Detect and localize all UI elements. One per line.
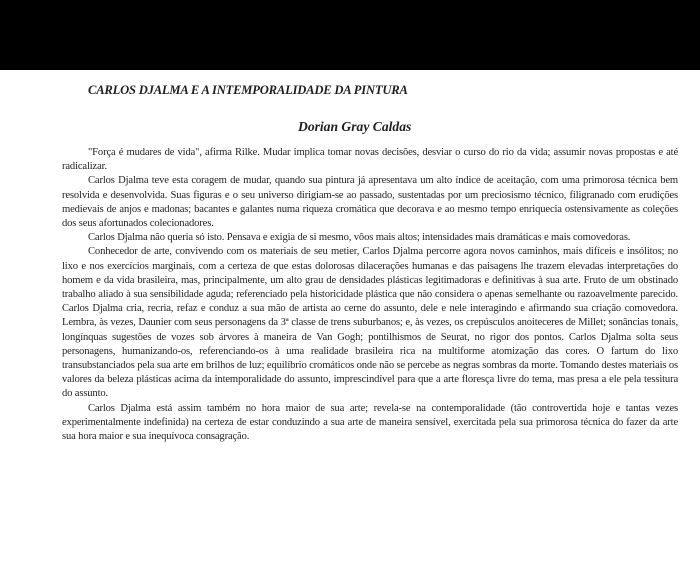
paragraph: "Força é mudares de vida", afirma Rilke. Mudar implica tomar novas decisões, desviar o curso do rio da vida; assumir novas propostas e até radicalizar. [62, 147, 678, 173]
article-author: Dorian Gray Caldas [298, 119, 412, 134]
paragraph: Carlos Djalma está assim também no hora maior de sua arte; revela-se na contemporalidade (tão controvertida hoje e tantas vezes experimentalmente indefinida) na certeza de estar conduzindo a sua arte de maneira sensível, exercitada pela sua primorosa técnica do fazer da arte sua hora maior e sua inequívoca consagração. [62, 402, 678, 443]
top-black-band [0, 0, 700, 70]
article-title: CARLOS DJALMA E A INTEMPORALIDADE DA PINTURA [88, 83, 408, 97]
paragraph: Carlos Djalma não queria só isto. Pensava e exigia de si mesmo, vôos mais altos; intensidades mais dramáticas e mais comovedoras. [88, 232, 631, 244]
paragraph: Conhecedor de arte, convivendo com os materiais de seu metier, Carlos Djalma percorre agora novos caminhos, mais difíceis e insólitos; no lixo e nos exercícios marginais, com a certeza de que estas dolorosas dilacerações humanas e das paisagens lhe trazem elevadas interpretações do homem e da vida brasileira, mas, principalmente, um alto grau de densidades plásticas legitimadoras e definitivas à sua arte. Fruto de um obstinado trabalho aliado à sua sensibilidade aguda; referenciado pela historicidade plástica que não considera o apenas semelhante ou razoavelmente parecido. Carlos Djalma cria, recria, refaz e conduz a sua mão de artista ao cerne do assunto, dele e nele interagindo e afirmando sua criação comovedora. Lembra, às vezes, Daunier com seus personagens da 3ª classe de trens suburbanos; e, às vezes, os crepúsculos anoiteceres de Millet; sonâncias tonais, longínquas sugestões de vozes sob árvores à maneira de Van Gogh; pontilhismos de Seurat, no rigor dos pontos. Carlos Djalma solta seus personagens, humanizando-os, referenciando-os à uma realidade brasileira rica na multiforme atomização das cores. O fartum do lixo transubstanciados pela sua arte em brilhos de luz; equilíbrio cromáticos onde não se percebe as negras sombras da morte. Tomando destes materiais os valores da beleza plásticas acima da intemporalidade do assunto, imprescindível para que a arte floresça livre do tema, mas presa a ele pela tessitura do assunto. [62, 246, 678, 400]
article-body [62, 146, 678, 444]
paragraph: Carlos Djalma teve esta coragem de mudar, quando sua pintura já apresentava um alto índice de aceitação, com uma primorosa técnica bem resolvida e desenvolvida. Suas figuras e o seu universo dirigiam-se ao passado, sustentadas por um preciosismo técnico, filigranado com erudições medievais de anjos e madonas; bacantes e galantes numa riqueza cromática que decorava e ao mesmo tempo enriquecia ostensivamente as coleções dos seus afortunados colecionadores. [62, 175, 678, 230]
